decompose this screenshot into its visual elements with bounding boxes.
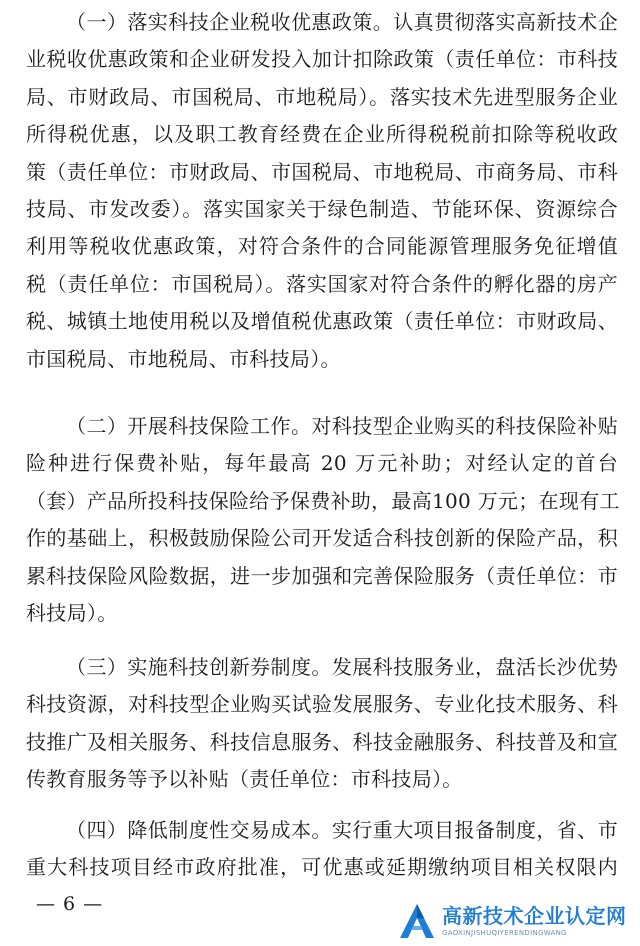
text-line: 累科技保险风险数据，进一步加强和完善保险服务（责任单位：市 (26, 563, 618, 588)
text-line: 传教育服务等予以补贴（责任单位：市科技局）。 (26, 767, 463, 792)
paragraph-3 (26, 649, 618, 799)
text-line: 科技资源，对科技型企业购买试验发展服务、专业化技术服务、科 (26, 692, 618, 717)
page-number: — 6 — (36, 893, 104, 915)
text-line: 技推广及相关服务、科技信息服务、科技金融服务、科技普及和宣 (26, 729, 618, 754)
watermark (398, 896, 640, 946)
text-line: 所得税优惠，以及职工教育经费在企业所得税税前扣除等税收政 (26, 122, 618, 147)
text-line: （套）产品所投科技保险给予保费补助，最高100 万元；在现有工 (26, 488, 620, 513)
watermark-title: 高新技术企业认定网 (442, 904, 627, 928)
text-line: 重大科技项目经市政府批准，可优惠或延期缴纳项目相关权限内 (26, 855, 618, 880)
text-line: （四）降低制度性交易成本。实行重大项目报备制度，省、市 (66, 818, 618, 842)
watermark-subtitle: GAOXINJISHUQIYERENDINGWANG (442, 929, 567, 937)
text-line: 作的基础上，积极鼓励保险公司开发适合科技创新的保险产品，积 (26, 526, 618, 551)
text-line: 策（责任单位：市财政局、市国税局、市地税局、市商务局、市科 (26, 159, 618, 184)
text-line: 科技局）。 (26, 600, 118, 625)
text-line: 业税收优惠政策和企业研发投入加计扣除政策（责任单位：市科技 (26, 47, 618, 72)
text-line: 市国税局、市地税局、市科技局）。 (26, 346, 341, 371)
text-line: 利用等税收优惠政策，对符合条件的合同能源管理服务免征增值 (26, 234, 618, 259)
paragraph-4 (26, 812, 618, 887)
text-line: （一）落实科技企业税收优惠政策。认真贯彻落实高新技术企 (66, 10, 618, 34)
text-line: 税（责任单位：市国税局）。落实国家对符合条件的孵化器的房产 (26, 271, 618, 296)
paragraph-2 (26, 408, 618, 632)
text-line: （二）开展科技保险工作。对科技型企业购买的科技保险补贴 (66, 414, 618, 438)
text-line: 险种进行保费补贴，每年最高 20 万元补助；对经认定的首台 (26, 451, 618, 476)
site-logo-icon (398, 902, 436, 940)
text-line: 技局、市发改委）。落实国家关于绿色制造、节能环保、资源综合 (26, 196, 618, 221)
text-line: 税、城镇土地使用税以及增值税优惠政策（责任单位：市财政局、 (26, 309, 618, 334)
text-line: （三）实施科技创新券制度。发展科技服务业，盘活长沙优势 (66, 655, 618, 679)
paragraph-1 (26, 4, 618, 378)
text-line: 局、市财政局、市国税局、市地税局）。落实技术先进型服务企业 (26, 84, 618, 109)
